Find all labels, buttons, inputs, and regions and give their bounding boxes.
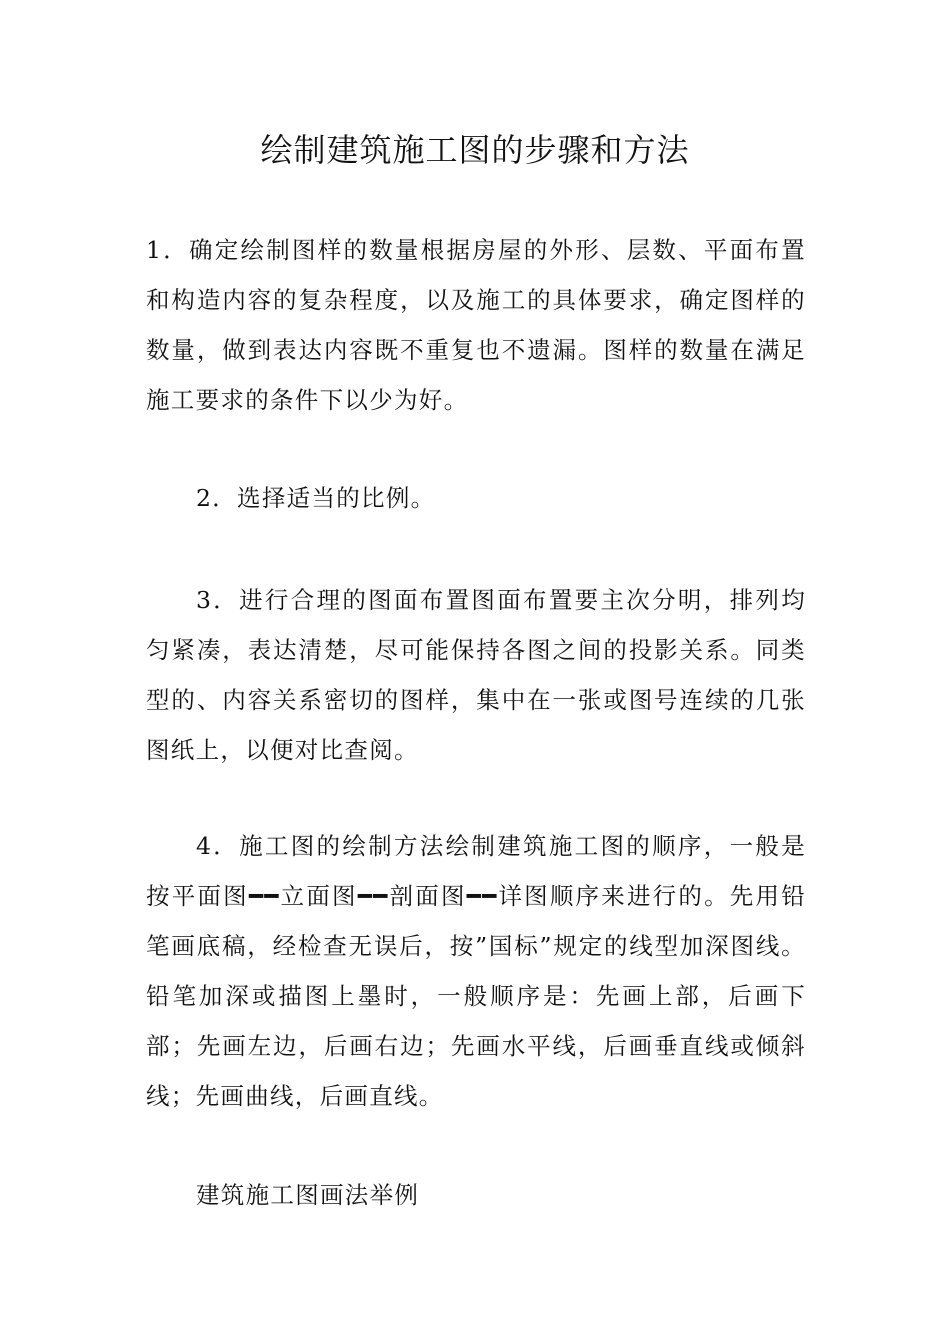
page-title: 绘制建筑施工图的步骤和方法 — [260, 131, 690, 169]
paragraph-step-4: 4．施工图的绘制方法绘制建筑施工图的顺序，一般是按平面图━━立面图━━剖面图━━详图顺序来进行的。先用铅笔画底稿，经检查无误后，按”国标”规定的线型加深图线。铅笔加深或描图上墨时，一般顺序是：先画上部，后画下部；先画左边，后画右边；先画水平线，后画垂直线或倾斜线；先画曲线，后画直线。 — [146, 832, 806, 1110]
paragraph-step-3: 3．进行合理的图面布置图面布置要主次分明，排列均匀紧凑，表达清楚，尽可能保持各图之间的投影关系。同类型的、内容关系密切的图样，集中在一张或图号连续的几张图纸上，以便对比查阅。 — [146, 586, 806, 764]
section-heading-example: 建筑施工图画法举例 — [196, 1181, 420, 1209]
paragraph-step-2: 2．选择适当的比例。 — [196, 484, 436, 512]
paragraph-step-1: 1．确定绘制图样的数量根据房屋的外形、层数、平面布置和构造内容的复杂程度，以及施工的具体要求，确定图样的数量，做到表达内容既不重复也不遗漏。图样的数量在满足施工要求的条件下以少为好。 — [146, 236, 806, 414]
